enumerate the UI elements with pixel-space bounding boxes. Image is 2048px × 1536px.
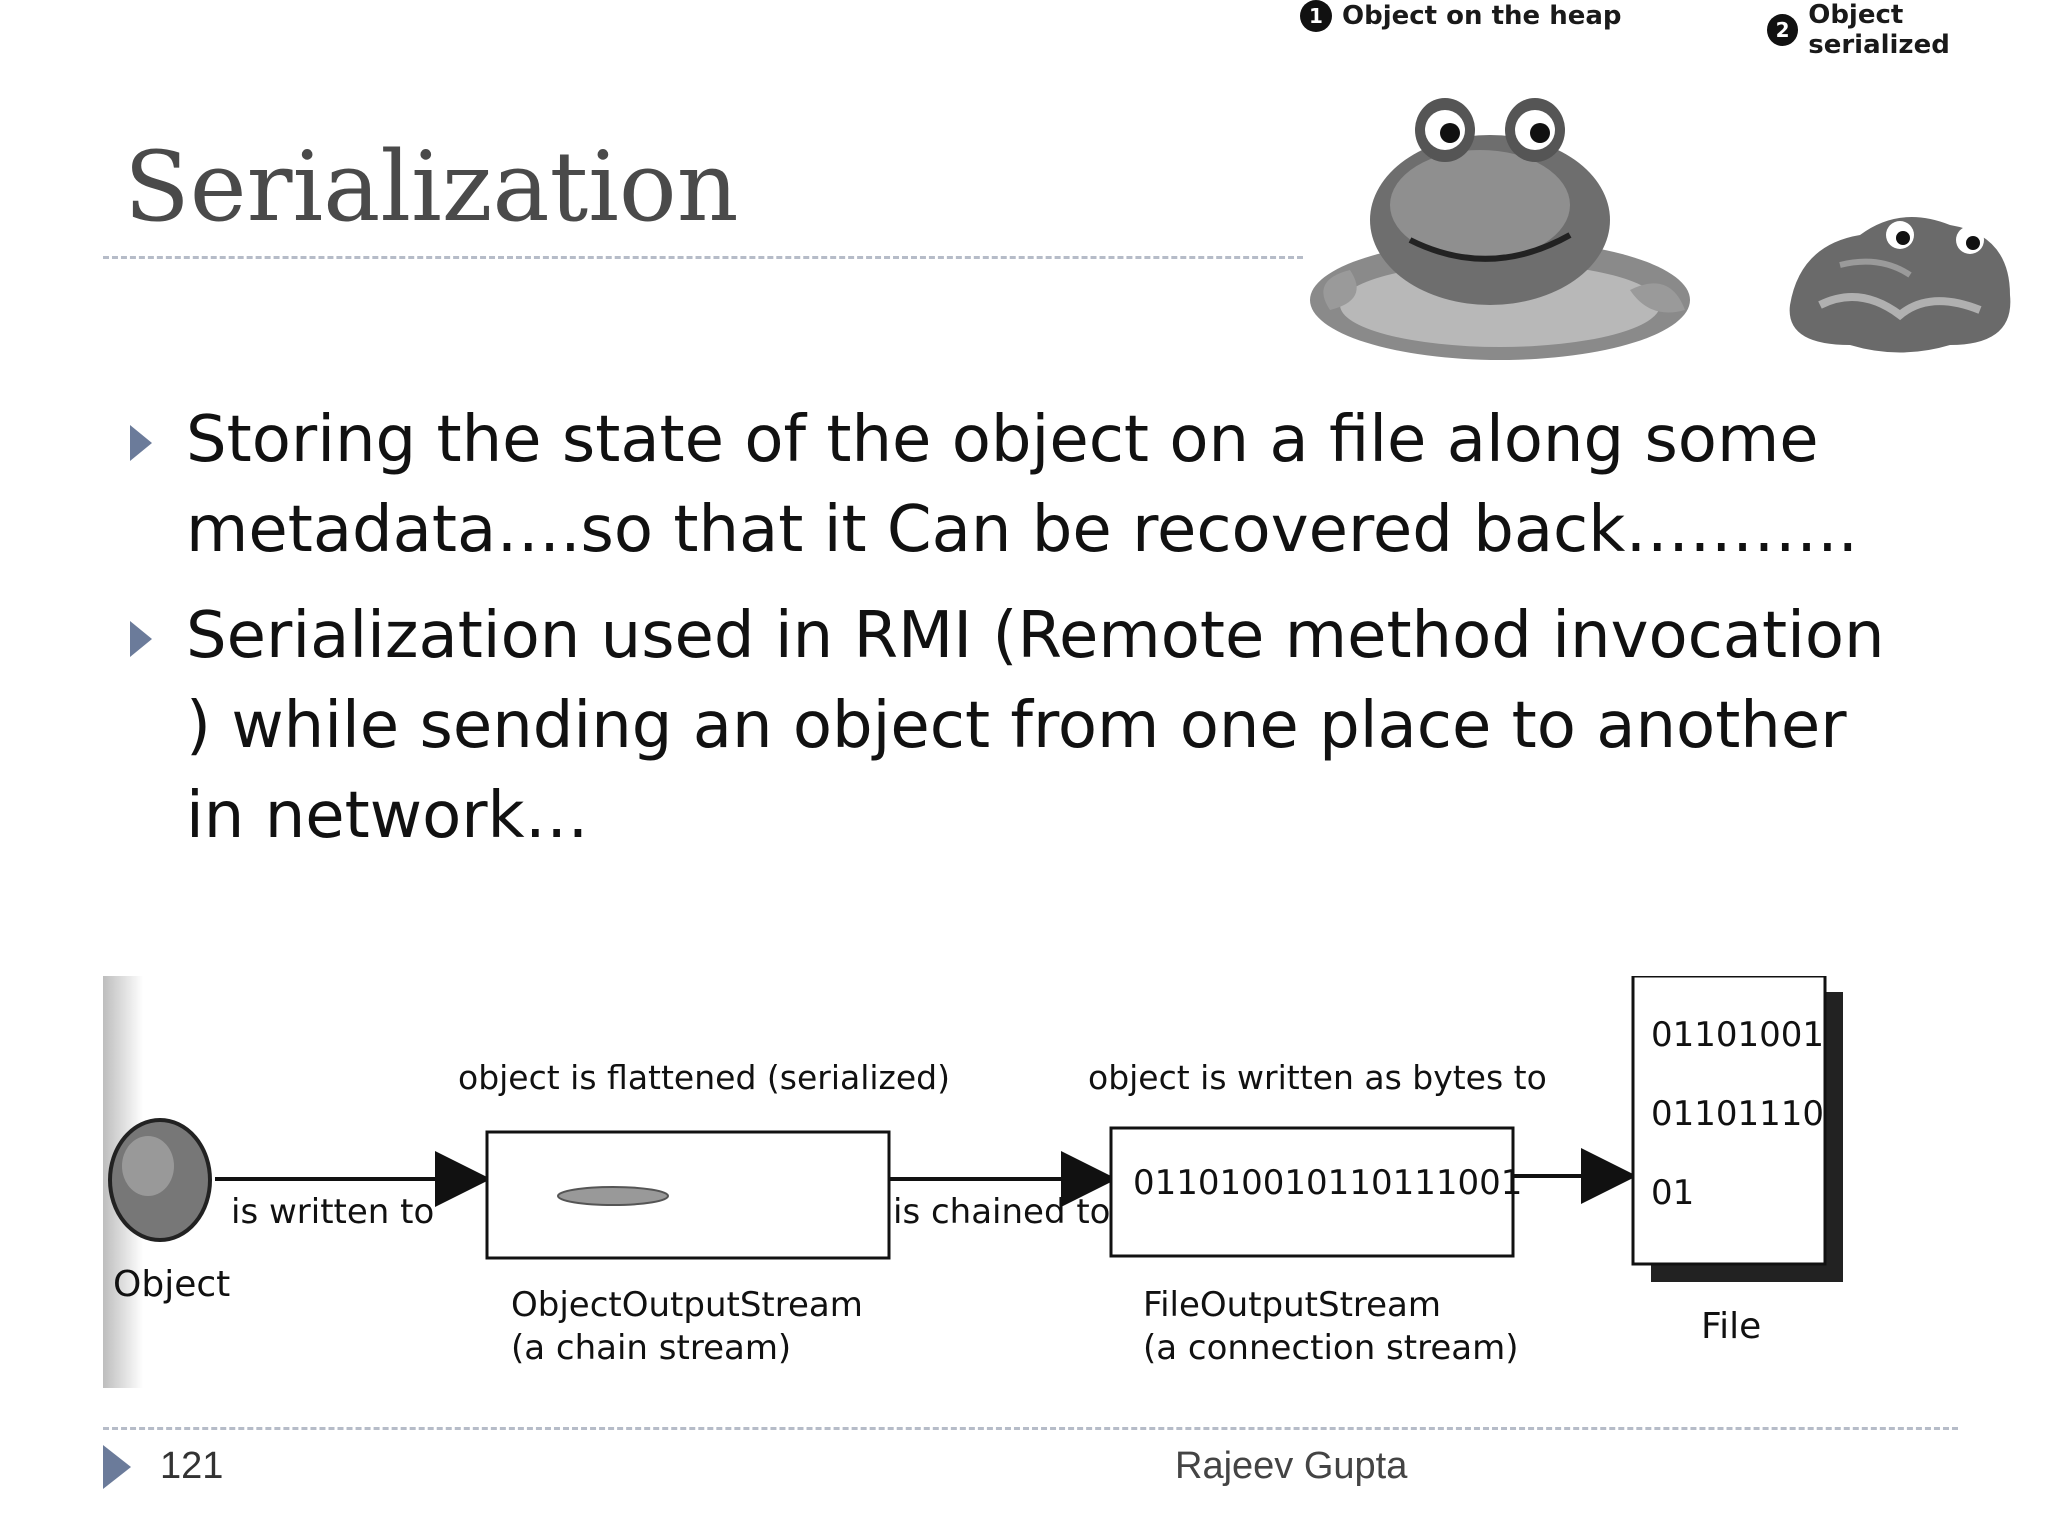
bytes-value: 011010010110111001 xyxy=(1133,1163,1523,1203)
file-label: File xyxy=(1701,1306,1762,1347)
fos-name: FileOutputStream xyxy=(1143,1285,1442,1325)
bullet-text: Storing the state of the object on a file along some metadata….so that it Can be recovered back……….. xyxy=(186,403,1858,567)
footer-divider xyxy=(103,1427,1958,1430)
triangle-bullet-icon xyxy=(130,621,152,657)
oos-description: (a chain stream) xyxy=(511,1328,792,1368)
bullet-list xyxy=(130,395,1890,877)
file-line: 01 xyxy=(1651,1173,1695,1213)
flatten-label: object is flattened (serialized) xyxy=(458,1058,950,1097)
page-number: 121 xyxy=(160,1445,224,1487)
title-divider xyxy=(103,256,1303,259)
triangle-bullet-icon xyxy=(130,425,152,461)
step-2-label: Object serialized xyxy=(1808,0,1950,60)
bullet-text: Serialization used in RMI (Remote method invocation ) while sending an object from one place to another in network… xyxy=(186,599,1885,853)
author-name: Rajeev Gupta xyxy=(1175,1445,1408,1487)
flattened-object-icon xyxy=(558,1187,668,1205)
step-2-caption xyxy=(1767,0,2048,60)
step-1-number: 1 xyxy=(1300,0,1332,32)
step-2-number: 2 xyxy=(1767,14,1798,46)
bytes-label: object is written as bytes to xyxy=(1088,1058,1547,1097)
serialization-diagram xyxy=(103,976,1863,1388)
bullet-item xyxy=(130,591,1890,861)
slide-title: Serialization xyxy=(124,131,739,243)
step-1-label: Object on the heap xyxy=(1342,1,1622,31)
inflated-frog-image xyxy=(1300,90,1700,370)
arrow-chained-to-label: is chained to xyxy=(893,1192,1111,1232)
deflated-frog-image xyxy=(1780,195,2020,365)
fos-description: (a connection stream) xyxy=(1143,1328,1519,1368)
object-output-stream-box xyxy=(487,1132,889,1258)
arrow-written-to-label: is written to xyxy=(231,1192,435,1232)
footer-triangle-icon xyxy=(103,1445,131,1489)
step-1-caption xyxy=(1300,0,1622,32)
object-label: Object xyxy=(113,1264,231,1305)
file-line: 01101110 xyxy=(1651,1094,1825,1134)
file-line: 01101001 xyxy=(1651,1015,1825,1055)
bullet-item xyxy=(130,395,1890,575)
oos-name: ObjectOutputStream xyxy=(511,1285,863,1325)
